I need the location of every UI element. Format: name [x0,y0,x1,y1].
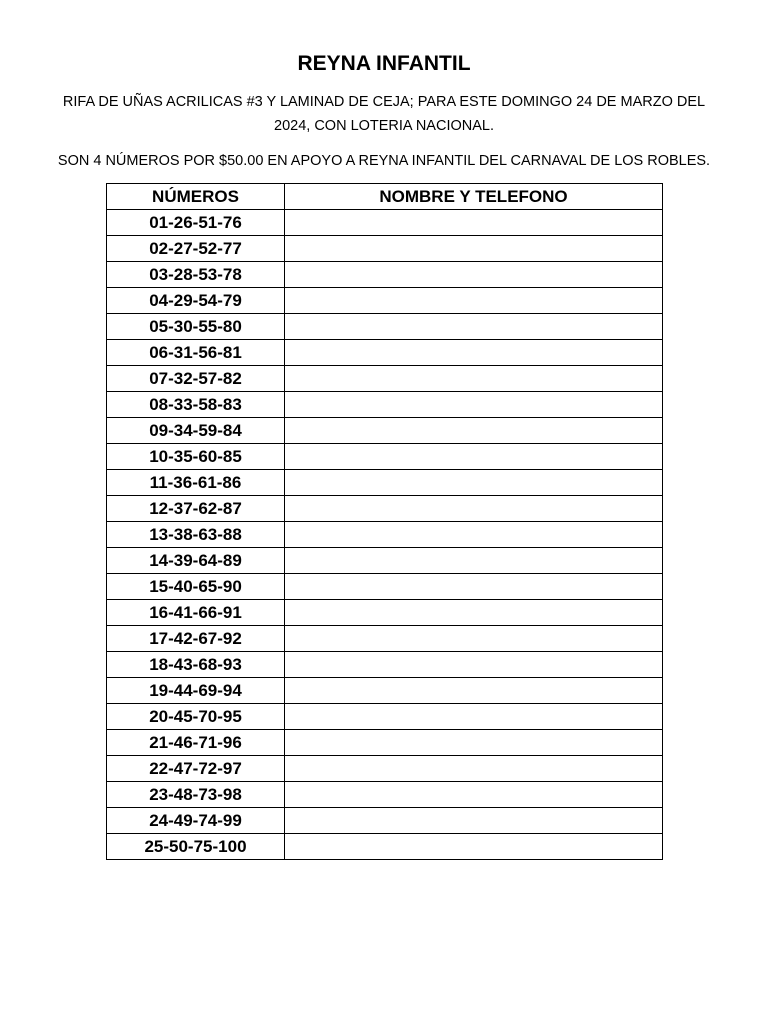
table-row [107,548,663,574]
table-header-row [107,184,663,210]
name-phone-cell[interactable] [285,288,663,314]
name-phone-cell[interactable] [285,444,663,470]
table-row [107,210,663,236]
ticket-numbers-cell: 25-50-75-100 [107,834,285,860]
table-row [107,392,663,418]
name-phone-cell[interactable] [285,262,663,288]
table-row [107,782,663,808]
ticket-numbers-cell: 18-43-68-93 [107,652,285,678]
ticket-numbers-cell: 13-38-63-88 [107,522,285,548]
ticket-numbers-cell: 07-32-57-82 [107,366,285,392]
ticket-numbers-cell: 22-47-72-97 [107,756,285,782]
ticket-numbers-cell: 04-29-54-79 [107,288,285,314]
name-phone-cell[interactable] [285,340,663,366]
table-row [107,704,663,730]
name-phone-cell[interactable] [285,314,663,340]
raffle-table [106,183,663,860]
ticket-numbers-cell: 17-42-67-92 [107,626,285,652]
document-title: REYNA INFANTIL [297,52,471,75]
name-phone-cell[interactable] [285,392,663,418]
name-phone-cell[interactable] [285,808,663,834]
ticket-numbers-cell: 08-33-58-83 [107,392,285,418]
raffle-description: RIFA DE UÑAS ACRILICAS #3 Y LAMINAD DE CEJA; PARA ESTE DOMINGO 24 DE MARZO DEL 2024, CON LOTERIA NACIONAL. [62,94,706,134]
ticket-numbers-cell: 23-48-73-98 [107,782,285,808]
table-row [107,314,663,340]
table-row [107,522,663,548]
table-row [107,418,663,444]
table-row [107,756,663,782]
name-phone-cell[interactable] [285,600,663,626]
name-phone-cell[interactable] [285,418,663,444]
header-numbers: NÚMEROS [107,184,285,210]
table-row [107,444,663,470]
name-phone-cell[interactable] [285,678,663,704]
name-phone-cell[interactable] [285,548,663,574]
header-name-phone: NOMBRE Y TELEFONO [285,184,663,210]
table-row [107,236,663,262]
ticket-numbers-cell: 24-49-74-99 [107,808,285,834]
ticket-numbers-cell: 14-39-64-89 [107,548,285,574]
name-phone-cell[interactable] [285,522,663,548]
raffle-table-body [107,210,663,860]
table-row [107,678,663,704]
ticket-numbers-cell: 05-30-55-80 [107,314,285,340]
table-row [107,496,663,522]
table-row [107,288,663,314]
table-row [107,262,663,288]
table-row [107,574,663,600]
ticket-numbers-cell: 21-46-71-96 [107,730,285,756]
ticket-numbers-cell: 10-35-60-85 [107,444,285,470]
ticket-numbers-cell: 03-28-53-78 [107,262,285,288]
ticket-numbers-cell: 11-36-61-86 [107,470,285,496]
name-phone-cell[interactable] [285,574,663,600]
table-row [107,834,663,860]
name-phone-cell[interactable] [285,626,663,652]
ticket-numbers-cell: 09-34-59-84 [107,418,285,444]
name-phone-cell[interactable] [285,366,663,392]
ticket-numbers-cell: 06-31-56-81 [107,340,285,366]
ticket-numbers-cell: 16-41-66-91 [107,600,285,626]
name-phone-cell[interactable] [285,704,663,730]
ticket-numbers-cell: 19-44-69-94 [107,678,285,704]
name-phone-cell[interactable] [285,730,663,756]
name-phone-cell[interactable] [285,782,663,808]
ticket-numbers-cell: 15-40-65-90 [107,574,285,600]
name-phone-cell[interactable] [285,834,663,860]
table-row [107,366,663,392]
table-row [107,808,663,834]
name-phone-cell[interactable] [285,652,663,678]
table-row [107,626,663,652]
ticket-numbers-cell: 20-45-70-95 [107,704,285,730]
name-phone-cell[interactable] [285,756,663,782]
table-row [107,730,663,756]
ticket-numbers-cell: 02-27-52-77 [107,236,285,262]
name-phone-cell[interactable] [285,470,663,496]
ticket-numbers-cell: 12-37-62-87 [107,496,285,522]
name-phone-cell[interactable] [285,210,663,236]
name-phone-cell[interactable] [285,236,663,262]
table-row [107,340,663,366]
name-phone-cell[interactable] [285,496,663,522]
raffle-price-note: SON 4 NÚMEROS POR $50.00 EN APOYO A REYNA INFANTIL DEL CARNAVAL DE LOS ROBLES. [57,153,711,169]
table-row [107,470,663,496]
table-row [107,600,663,626]
table-row [107,652,663,678]
ticket-numbers-cell: 01-26-51-76 [107,210,285,236]
